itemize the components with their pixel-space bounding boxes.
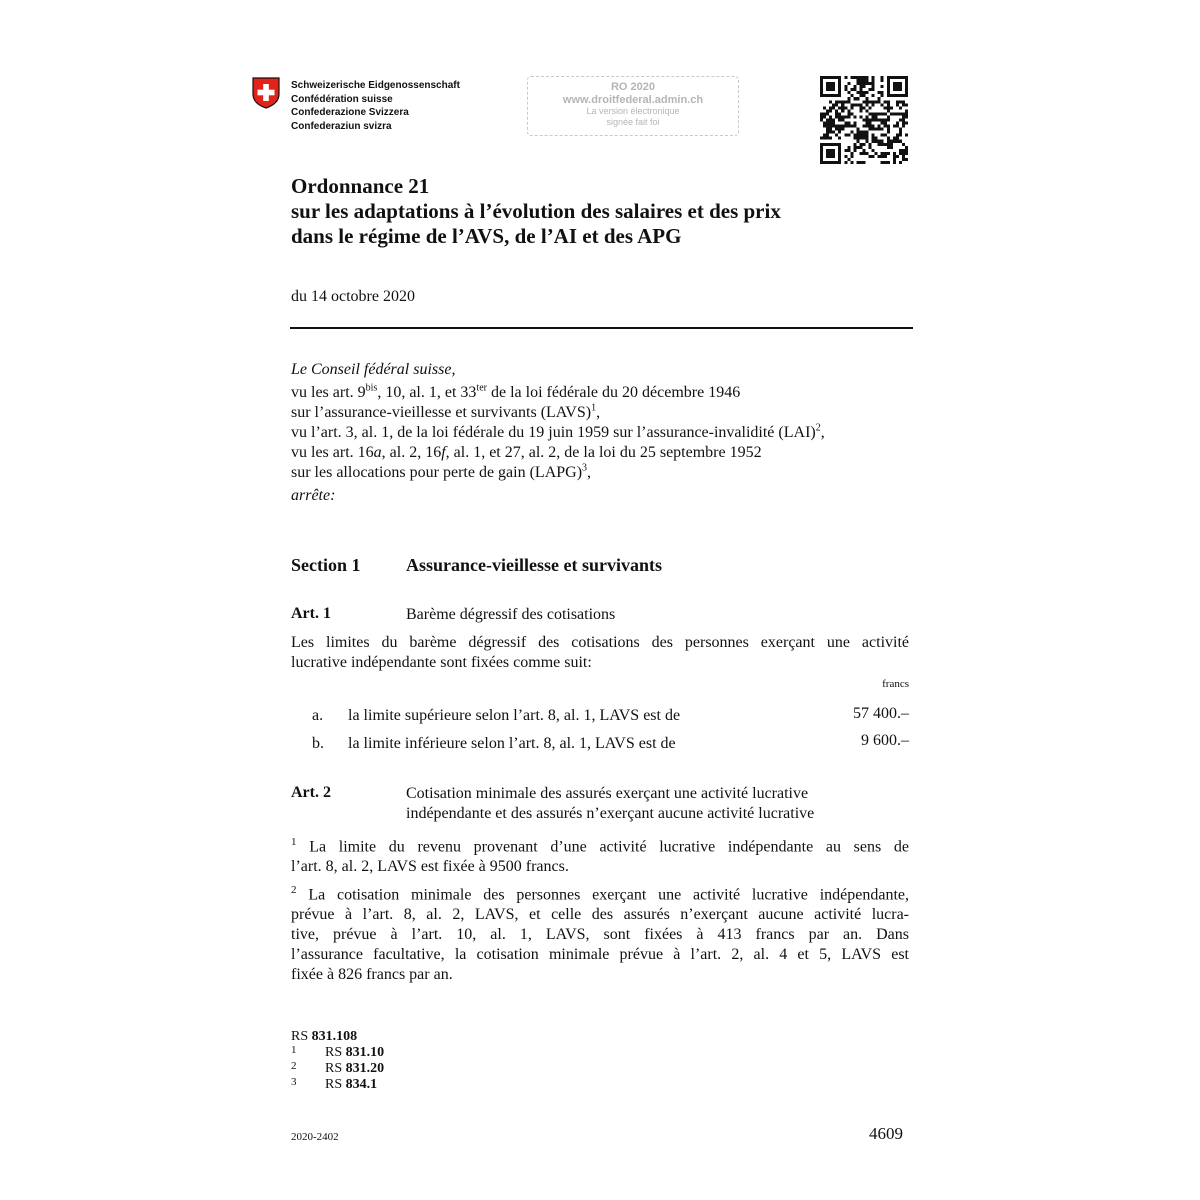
preamble-line-1: vu les art. $9^{bis}$, 10, al. 1, et $33^{ter}$ de la loi fédérale du 20 décembre 1946 xyxy=(291,382,741,401)
item-a-letter: a. xyxy=(312,707,324,724)
preamble-line-4: vu les art. 16a, al. 2, 16f, al. 1, et 27, al. 2, de la loi du 25 septembre 1952 xyxy=(291,444,762,461)
item-b-amount: 9 600.– xyxy=(861,732,909,749)
title-divider xyxy=(290,327,913,329)
item-b-letter: b. xyxy=(312,735,324,752)
article-1-intro: Les limites du barème dégressif des cotisations des personnes exerçant une activité lucrative indépendante sont fixées comme suit: xyxy=(291,634,909,671)
title-line-3: dans le régime de l’AVS, de l’AI et des APG xyxy=(291,224,682,248)
preamble-intro: Le Conseil fédéral suisse, xyxy=(291,361,456,378)
preamble-line-3: vu l’art. 3, al. 1, de la loi fédérale du 19 juin 1959 sur l’assurance-invalidité (LAI)$^2$, xyxy=(291,422,825,441)
title-line-1: Ordonnance 21 xyxy=(291,174,430,198)
section-heading xyxy=(291,555,662,576)
section-label: Section 1 xyxy=(291,555,361,575)
article-2-title: Cotisation minimale des assurés exerçant une activité lucrative indépendante et des assurés n’exerçant aucune activité lucrative xyxy=(406,785,815,822)
institution-name xyxy=(291,79,460,133)
title-line-2: sur les adaptations à l’évolution des salaires et des prix xyxy=(291,199,781,223)
article-1-title: Barème dégressif des cotisations xyxy=(406,606,616,623)
footnotes xyxy=(291,1028,385,1092)
preamble-closing: arrête: xyxy=(291,487,336,504)
article-1-number: Art. 1 xyxy=(291,605,331,622)
item-b-text: la limite inférieure selon l’art. 8, al. 1, LAVS est de xyxy=(348,735,676,752)
article-2-paragraph-1: $^1$ La limite du revenu provenant d’une activité lucrative indépendante au sens de l’art. 8, al. 2, LAVS est fixée à 9500 francs. xyxy=(291,836,909,876)
footnote-1: 1 RS 831.10 xyxy=(291,1044,385,1060)
ordinance-title xyxy=(291,174,781,249)
footnote-2: 2 RS 831.20 xyxy=(291,1060,385,1076)
institution-name-it: Confederazione Svizzera xyxy=(291,107,409,118)
institution-name-de: Schweizerische Eidgenossenschaft xyxy=(291,80,460,91)
ordinance-date: du 14 octobre 2020 xyxy=(291,288,415,305)
document-code: 2020-2402 xyxy=(291,1131,339,1143)
preamble xyxy=(291,360,825,506)
footnote-ref-2[interactable]: 2 xyxy=(815,422,821,434)
qr-code-icon xyxy=(820,76,908,164)
item-a-amount: 57 400.– xyxy=(853,705,909,722)
footnote-ref-3[interactable]: 3 xyxy=(582,462,588,474)
preamble-line-5: sur les allocations pour perte de gain (LAPG)$^3$, xyxy=(291,462,592,481)
stamp-ro: RO 2020 xyxy=(610,81,656,93)
item-a-text: la limite supérieure selon l’art. 8, al. 1, LAVS est de xyxy=(348,707,681,724)
page-number: 4609 xyxy=(869,1124,903,1143)
stamp-url[interactable]: www.droitfederal.admin.ch xyxy=(562,94,704,106)
footnote-rs-main: RS 831.108 xyxy=(291,1029,358,1044)
preamble-line-2: sur l’assurance-vieillesse et survivants (LAVS)$^1$, xyxy=(291,402,601,421)
article-2-paragraph-2: $^2$ La cotisation minimale des personnes exerçant une activité lucrative indépendante, prévue à l’art. 8, al. 2, LAVS, et celle des assurés n’exerçant aucune activité lucra- tive, prévue à l’art. 10, al. 1, LAVS, sont fixées à 413 francs par an. Dans l’assurance facultative, la cotisation minimale prévue à l’art. 2, al. 4 et 5, LAVS est fixée à 826 francs par an. xyxy=(291,884,910,984)
section-title: Assurance-vieillesse et survivants xyxy=(406,555,662,575)
stamp-note-1: La version électronique xyxy=(586,106,680,116)
article-2-number: Art. 2 xyxy=(291,784,331,801)
institution-name-rm: Confederaziun svizra xyxy=(291,120,392,132)
stamp-note-2: signée fait foi xyxy=(606,117,660,127)
swiss-coat-of-arms-icon xyxy=(252,77,280,109)
footnote-ref-1[interactable]: 1 xyxy=(591,402,597,414)
electronic-version-stamp xyxy=(527,76,739,136)
institution-name-fr: Confédération suisse xyxy=(291,93,393,105)
amount-unit-label: francs xyxy=(882,678,909,690)
footnote-3: 3 RS 834.1 xyxy=(291,1076,378,1092)
